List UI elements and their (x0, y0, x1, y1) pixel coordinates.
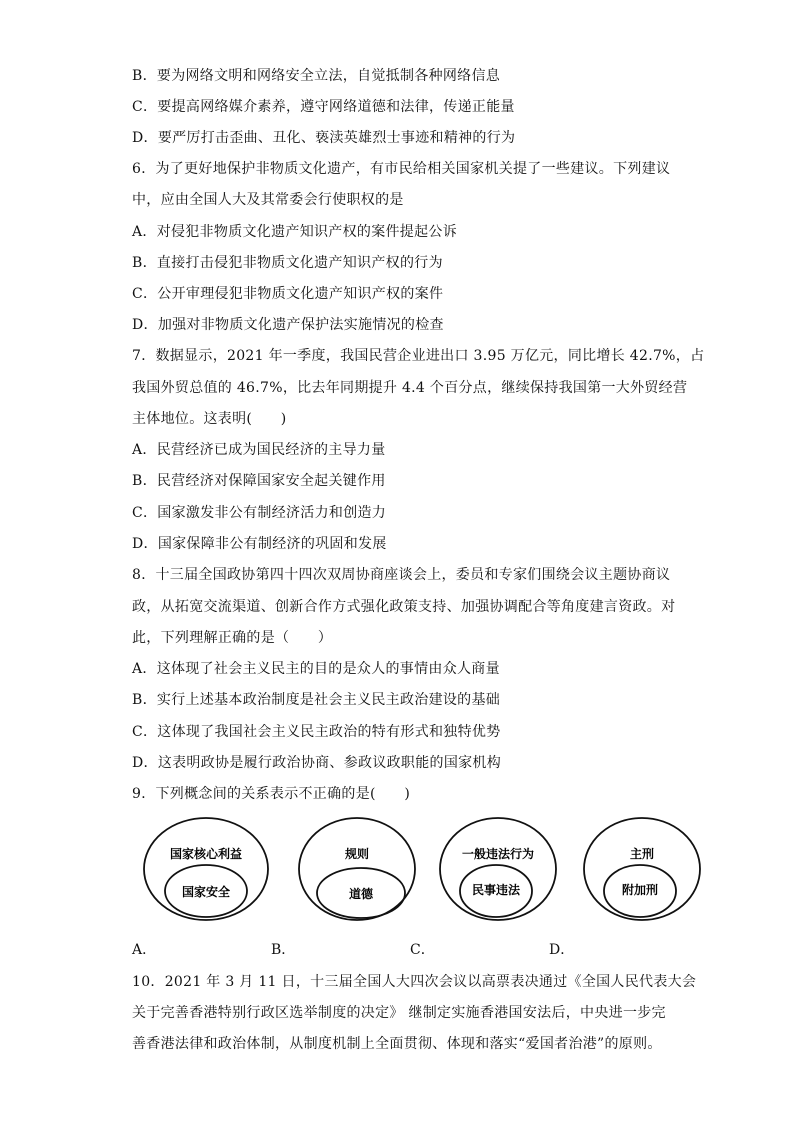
option-b-q7: B．民营经济对保障国家安全起关键作用 (132, 473, 386, 489)
option-d-q7: D．国家保障非公有制经济的巩固和发展 (132, 536, 387, 552)
outer-circle (299, 818, 415, 920)
question-7-stem-line-2: 我国外贸总值的 46.7%，比去年同期提升 4.4 个百分点，继续保持我国第一大外贸经营 (132, 380, 688, 396)
diagram-c-letter: C． (410, 942, 435, 958)
option-c-q5: C．要提高网络媒介素养，遵守网络道德和法律，传递正能量 (132, 99, 515, 115)
venn-diagram-a (140, 814, 270, 922)
question-7-stem-line-3: 主体地位。这表明( ) (132, 411, 287, 427)
option-d-q5: D．要严厉打击歪曲、丑化、亵渎英雄烈士事迹和精神的行为 (132, 130, 516, 146)
venn-diagram-d (580, 814, 710, 922)
diagram-d-letter: D． (549, 942, 575, 958)
venn-diagram-d-svg (580, 814, 710, 922)
outer-label: 主刑 (629, 847, 655, 861)
option-b-q8: B．实行上述基本政治制度是社会主义民主政治建设的基础 (132, 692, 501, 708)
diagram-b-letter: B． (271, 942, 296, 958)
inner-label: 道德 (348, 887, 374, 901)
outer-label: 一般违法行为 (461, 847, 535, 861)
outer-circle (584, 818, 700, 920)
venn-diagram-c-svg (436, 814, 566, 922)
question-8-stem-line-2: 政，从拓宽交流渠道、创新合作方式强化政策支持、加强协调配合等角度建言资政。对 (132, 599, 676, 615)
option-b-q6: B．直接打击侵犯非物质文化遗产知识产权的行为 (132, 255, 443, 271)
outer-label: 规则 (344, 847, 370, 861)
question-10-stem-line-3: 善香港法律和政治体制，从制度机制上全面贯彻、体现和落实“爱国者治港”的原则。 (132, 1036, 662, 1052)
question-9-stem: 9．下列概念间的关系表示不正确的是( ) (132, 786, 411, 802)
inner-label: 国家安全 (181, 885, 231, 899)
inner-label: 附加刑 (621, 883, 659, 897)
option-d-q8: D．这表明政协是履行政治协商、参政议政职能的国家机构 (132, 755, 502, 771)
question-10-stem-line-1: 10．2021 年 3 月 11 日，十三届全国人大四次会议以高票表决通过《全国人民代表大会 (132, 974, 697, 990)
question-8-stem-line-1: 8．十三届全国政协第四十四次双周协商座谈会上，委员和专家们围绕会议主题协商议 (132, 567, 671, 583)
venn-diagram-b-svg (295, 814, 425, 922)
outer-label: 国家核心利益 (169, 847, 243, 861)
diagram-a-letter: A． (132, 942, 157, 958)
question-7-stem-line-1: 7．数据显示，2021 年一季度，我国民营企业进出口 3.95 万亿元，同比增长 42.7%，占 (132, 348, 705, 364)
outer-circle (144, 818, 268, 920)
question-6-stem-line-2: 中，应由全国人大及其常委会行使职权的是 (132, 192, 404, 208)
option-a-q6: A．对侵犯非物质文化遗产知识产权的案件提起公诉 (132, 224, 458, 240)
inner-label: 民事违法 (471, 883, 521, 897)
option-b-q5: B．要为网络文明和网络安全立法，自觉抵制各种网络信息 (132, 68, 501, 84)
option-d-q6: D．加强对非物质文化遗产保护法实施情况的检查 (132, 317, 444, 333)
venn-diagram-b (295, 814, 425, 922)
question-8-stem-line-3: 此，下列理解正确的是（ ） (132, 630, 333, 646)
question-6-stem-line-1: 6．为了更好地保护非物质文化遗产，有市民给相关国家机关提了一些建议。下列建议 (132, 161, 671, 177)
venn-diagram-c (436, 814, 566, 922)
question-10-stem-line-2: 关于完善香港特别行政区选举制度的决定》 继制定实施香港国安法后，中央进一步完 (132, 1005, 666, 1021)
option-c-q7: C．国家激发非公有制经济活力和创造力 (132, 505, 387, 521)
option-c-q8: C．这体现了我国社会主义民主政治的特有形式和独特优势 (132, 724, 501, 740)
venn-diagram-a-svg (140, 814, 270, 922)
option-a-q8: A．这体现了社会主义民主的目的是众人的事情由众人商量 (132, 661, 500, 677)
option-c-q6: C．公开审理侵犯非物质文化遗产知识产权的案件 (132, 286, 444, 302)
option-a-q7: A．民营经济已成为国民经济的主导力量 (132, 442, 386, 458)
outer-circle (440, 818, 556, 920)
